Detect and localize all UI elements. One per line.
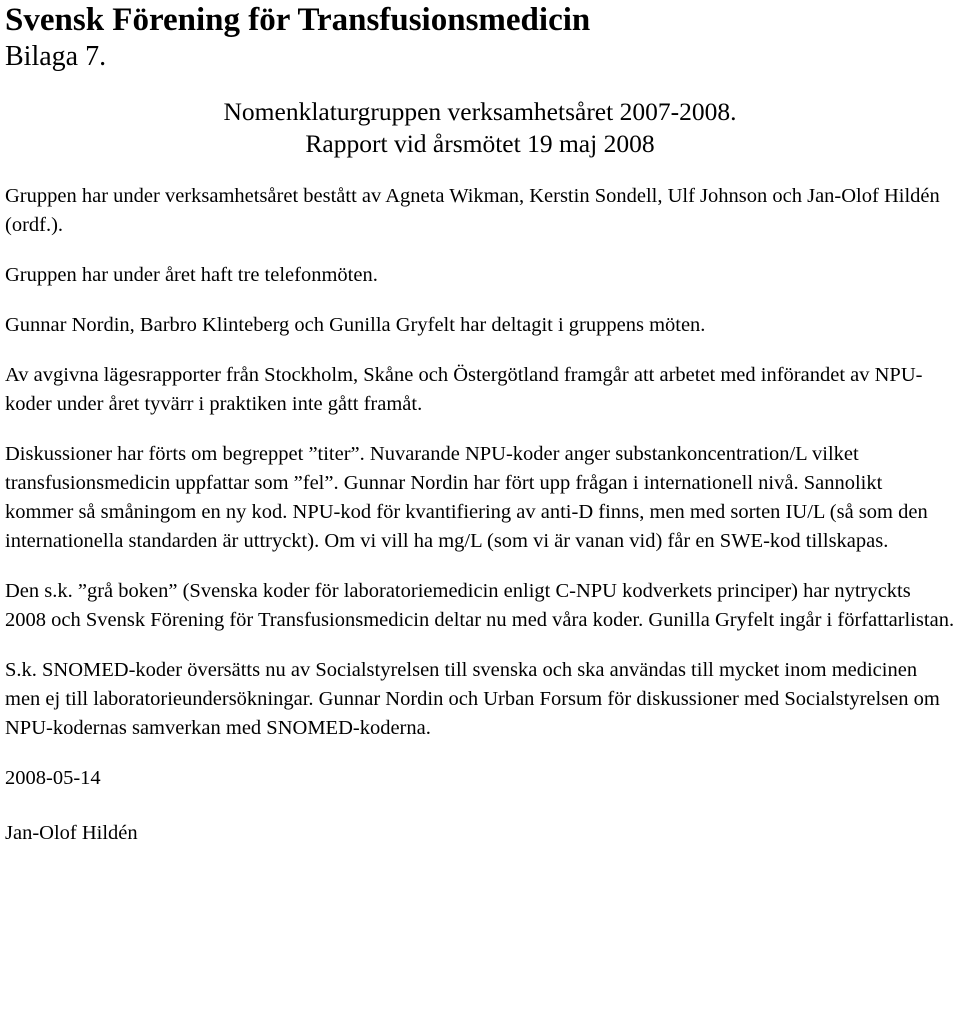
paragraph-snomed: S.k. SNOMED-koder översätts nu av Socialstyrelsen till svenska och ska användas till mycket inom medicinen men ej till laboratorieundersökningar. Gunnar Nordin och Urban Forsum för diskussioner med Socialstyrelsen om NPU-kodernas samverkan med SNOMED-koderna. [5, 659, 940, 739]
paragraph-group-members: Gruppen har under verksamhetsåret bestått av Agneta Wikman, Kerstin Sondell, Ulf Johnson och Jan-Olof Hildén (ordf.). [5, 185, 940, 236]
document-page [5, 0, 955, 848]
paragraph-grey-book: Den s.k. ”grå boken” (Svenska koder för laboratoriemedicin enligt C-NPU kodverkets principer) har nytryckts 2008 och Svensk Förening för Transfusionsmedicin deltar nu med våra koder. Gunilla Gryfelt ingår i författarlistan. [5, 580, 955, 631]
paragraph-participants: Gunnar Nordin, Barbro Klinteberg och Gunilla Gryfelt har deltagit i gruppens möten. [5, 314, 706, 336]
report-heading [5, 96, 955, 160]
paragraph-meetings: Gruppen har under året haft tre telefonmöten. [5, 264, 378, 286]
organization-title: Svensk Förening för Transfusionsmedicin [5, 2, 591, 38]
annex-label: Bilaga 7. [5, 41, 107, 72]
report-heading-line-2: Rapport vid årsmötet 19 maj 2008 [305, 129, 655, 158]
paragraph-titer-discussion: Diskussioner har förts om begreppet ”titer”. Nuvarande NPU-koder anger substankoncentration/L vilket transfusionsmedicin uppfattar som ”fel”. Gunnar Nordin har fört upp frågan i internationell nivå. Sannolikt kommer så småningom en ny kod. NPU-kod för kvantifiering av anti-D finns, men med sorten IU/L (så som den internationella standarden är uttryckt). Om vi vill ha mg/L (som vi är vanan vid) får en SWE-kod tillskapas. [5, 443, 928, 552]
paragraph-status-reports: Av avgivna lägesrapporter från Stockholm, Skåne och Östergötland framgår att arbetet med införandet av NPU-koder under året tyvärr i praktiken inte gått framåt. [5, 364, 923, 415]
document-date: 2008-05-14 [5, 767, 101, 789]
report-heading-line-1: Nomenklaturgruppen verksamhetsåret 2007-2008. [223, 97, 737, 126]
signature-name: Jan-Olof Hildén [5, 822, 138, 844]
